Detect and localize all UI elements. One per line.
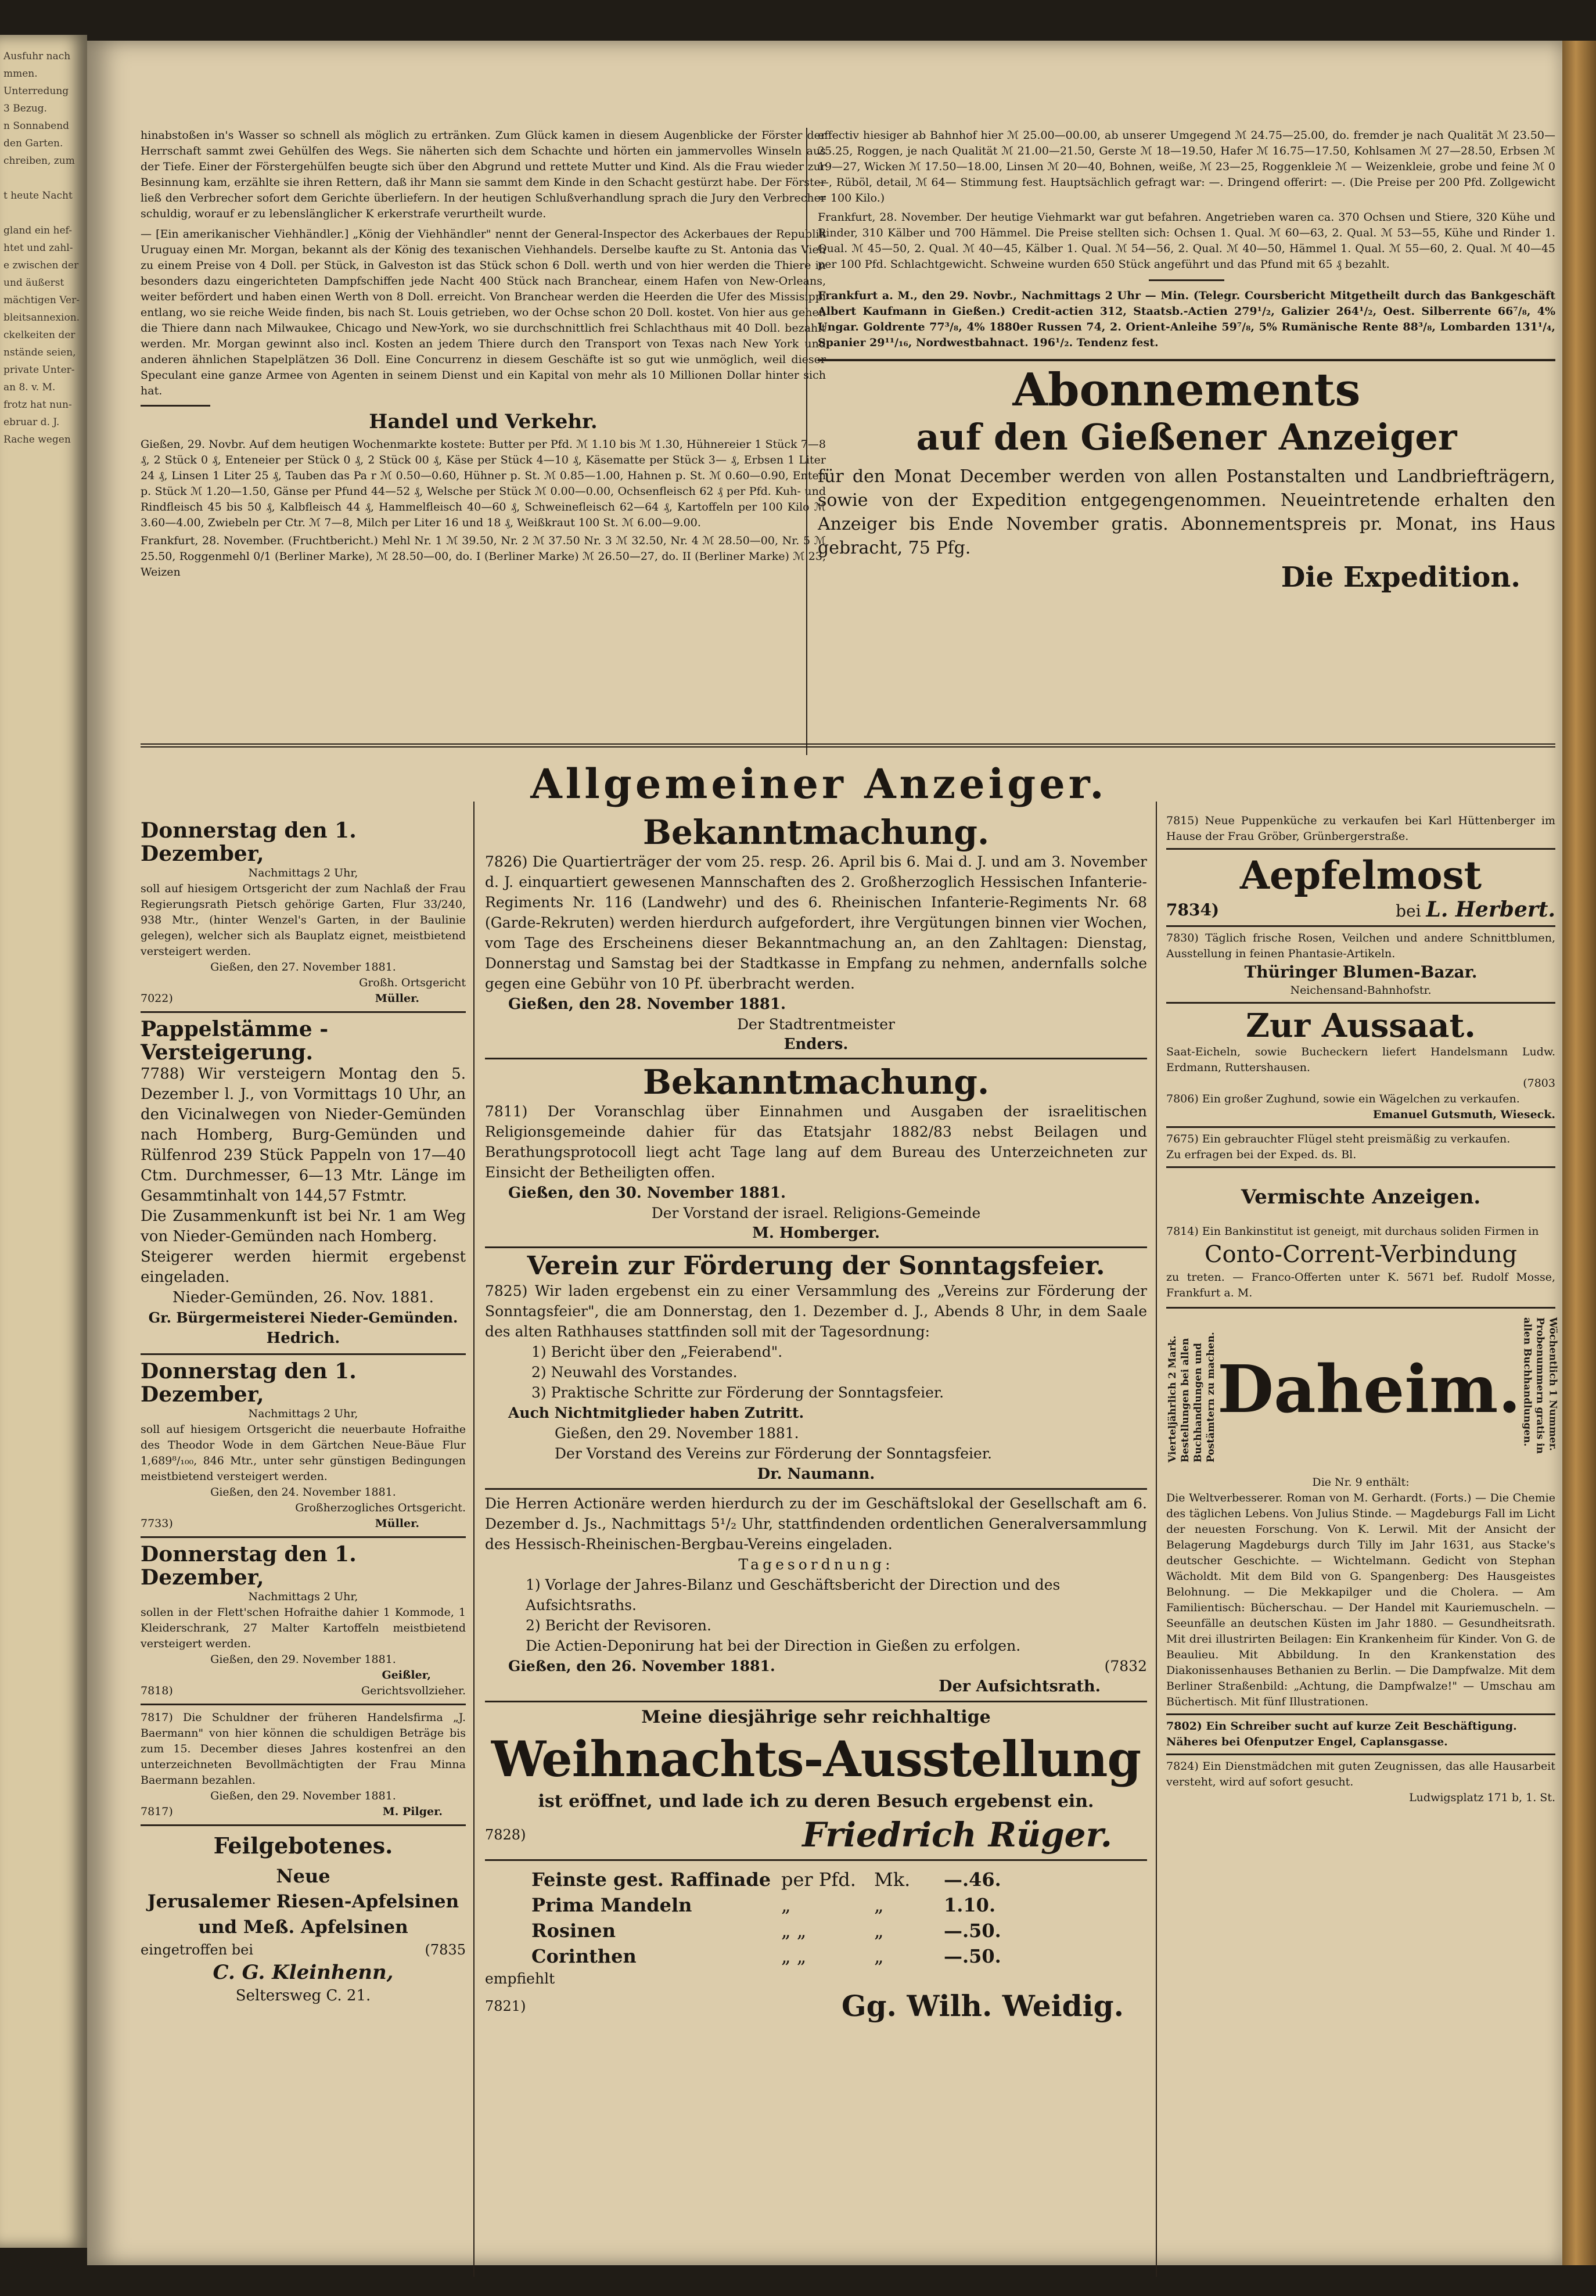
c3-ad3: 7830) Täglich frische Rosen, Veilchen und andere Schnittblumen, Ausstellung in feinen Phantasie-Artikeln.: [1166, 932, 1555, 960]
bek1-heading: Bekanntmachung.: [642, 813, 990, 852]
handel-heading: Handel und Verkehr.: [369, 410, 598, 433]
daheim-title: Daheim.: [1217, 1352, 1521, 1428]
verein-sign: Dr. Naumann.: [757, 1465, 875, 1483]
bek1-org: Der Stadtrentmeister: [737, 1016, 895, 1033]
ad4-num: 7818): [141, 1684, 173, 1697]
ad6-line1: Neue: [276, 1865, 330, 1887]
c3-aepfelmost-title: Aepfelmost: [1239, 853, 1482, 898]
market-giessen: Gießen, 29. Novbr. Auf dem heutigen Wochenmarkte kostete: Butter per Pfd. ℳ 1.10 bis ℳ 1.30, Hühnereier 1 Stück 7—8 ₰, 2 Stück 0 ₰, Enteneier per Stück 0 ₰, 2 Stück 00 ₰, Käse per Stück 4—10 ₰, Käsematte per Stück 3— ₰, Erbsen 1 Liter 24 ₰, Linsen 1 Liter 25 ₰, Tauben das Pa r ℳ 0.50—0.60, Hühner p. St. ℳ 0.85—1.00, Hahnen p. St. ℳ 0.60—0.90, Enten p. Stück ℳ 1.20—1.50, Gänse per Pfund 44—52 ₰, Welsche per Stück ℳ 0.00—0.00, Ochsenfleisch 62 ₰ per Pfd. Kuh- und Rindfleisch 45 bis 50 ₰, Kalbfleisch 44 ₰, Hammelfleisch 40—60 ₰, Schweinefleisch 62—64 ₰, Kartoffeln per 100 Kilo ℳ 3.60—4.00, Zwiebeln per Ctr. ℳ 7—8, Milch per Liter 16 und 18 ₰, Weißkraut 100 St. ℳ 6.00—9.00.: [141, 438, 826, 529]
ad4-sign: Geißler,: [382, 1669, 431, 1681]
price-row-4: [531, 1943, 1147, 1969]
price-item-2: Prima Mandeln: [531, 1894, 692, 1916]
ad6-line4: eingetroffen bei: [141, 1942, 254, 1958]
ad1-text: soll auf hiesigem Ortsgericht der zum Nachlaß der Frau Regierungsrath Pietsch gehörige Garten, Flur 33/240, 938 Mtr., (hinter Wenzel's Garten, in der Baulinie gelegen), welcher sich als Bauplatz eignet, meistbietend versteigert werden.: [141, 882, 466, 958]
ad2-text3: Steigerer werden hiermit ergebenst eingeladen.: [141, 1248, 466, 1286]
gv-agenda: [526, 1575, 1147, 1656]
c3-aussaat-num: (7803: [1523, 1077, 1555, 1090]
market-frankfurt: Frankfurt, 28. November. (Fruchtbericht.) Mehl Nr. 1 ℳ 39.50, Nr. 2 ℳ 37.50 Nr. 3 ℳ 32.50, Nr. 4 ℳ 28.50—00, Nr. 5 ℳ 25.50, Roggenmehl 0/1 (Berliner Marke), ℳ 28.50—00, do. I (Berliner Marke) ℳ 26.50—27, do. II (Berliner Marke) ℳ 23, Weizen: [141, 534, 826, 579]
grain-prices: effectiv hiesiger ab Bahnhof hier ℳ 25.00—00.00, ab unserer Umgegend ℳ 24.75—25.00, do. fremder je nach Qualität ℳ 23.50—25.25, Roggen, je nach Qualität ℳ 21.00—21.50, Gerste ℳ 18—19.50, Hafer ℳ 16.75—17.50, Kohlsamen ℳ 27—28.50, Erbsen ℳ 19—27, Wicken ℳ 17.50—18.00, Linsen ℳ 20—40, Bohnen, weiße, ℳ 23—25, Roggenkleie ℳ — Weizenkleie, grobe und feine ℳ 0—, Rüböl, detail, ℳ 64— Stimmung fest. Hauptsächlich gefragt war: —. Dringend offerirt: —. (Die Preise per 200 Pfd. Zollgewicht = 100 Kilo.): [818, 129, 1555, 204]
c3-conto-title: Conto-Corrent-Verbindung: [1204, 1241, 1518, 1268]
gv-text: Die Herren Actionäre werden hierdurch zu der im Geschäftslokal der Gesellschaft am 6. Dezember d. Js., Nachmittags 5¹/₂ Uhr, stattfindenden ordentlichen Generalversammlung des Hessisch-Rheinischen-Bergbau-Vereins eingeladen.: [485, 1495, 1147, 1553]
bek2-date: Gießen, den 30. November 1881.: [508, 1184, 786, 1202]
verein-date: Gießen, den 29. November 1881.: [555, 1425, 799, 1442]
ad3-date: Gießen, den 24. November 1881.: [210, 1486, 396, 1499]
verein-text: 7825) Wir laden ergebenst ein zu einer Versammlung des „Vereins zur Förderung der Sonntagsfeier", die am Donnerstag, den 1. Dezember d. J., Abends 8 Uhr, in dem Saale des alten Rathhauses stattfinden soll mit der Tagesordnung:: [485, 1282, 1147, 1340]
price-val-2: 1.10.: [944, 1894, 996, 1916]
rule-c1-1: [141, 1011, 466, 1013]
ad2-date: Nieder-Gemünden, 26. Nov. 1881.: [172, 1289, 434, 1306]
c3-aepfelmost-name: L. Herbert.: [1426, 897, 1555, 922]
weihnacht-sub: ist eröffnet, und lade ich zu deren Besuch ergebenst ein.: [538, 1791, 1094, 1812]
price-cur-3: „: [874, 1920, 884, 1942]
price-cur-2: „: [874, 1894, 884, 1916]
short-rule-2: [1149, 279, 1224, 281]
abo-rule: [818, 359, 1555, 361]
gv-num: (7832: [1104, 1658, 1147, 1675]
daheim-left-vertical: Vierteljährlich 2 Mark. Bestellungen bei allen Buchhandlungen und Postämtern zu machen.: [1167, 1332, 1217, 1463]
book-spine-edge: [1562, 41, 1596, 2265]
ad5-text: 7817) Die Schuldner der früheren Handelsfirma „J. Baermann" von hier können die schuldigen Beträge bis zum 15. December dieses Jahres kostenfrei an den unterzeichneten Bevollmächtigten der Frau Minna Baermann bezahlen.: [141, 1711, 466, 1787]
bek1-date: Gießen, den 28. November 1881.: [508, 996, 786, 1013]
top-left-column: [141, 128, 826, 580]
rule-c2-4: [485, 1701, 1147, 1702]
price-unit-1: per Pfd.: [781, 1869, 856, 1891]
abo-text: für den Monat December werden von allen Postanstalten und Landbriefträgern, sowie von der Expedition entgegengenommen. Neueintretende erhalten den Anzeiger bis Ende November gratis. Abonnementspreis pr. Monat, ins Haus gebracht, 75 Pfg.: [818, 466, 1555, 558]
ad4-text: sollen in der Flett'schen Hofraithe dahier 1 Kommode, 1 Kleiderschrank, 27 Malter Kartoffeln meistbietend versteigert werden.: [141, 1606, 466, 1650]
ad1-heading: Donnerstag den 1. Dezember,: [141, 818, 357, 866]
ad3-sign: Müller.: [375, 1517, 419, 1530]
price-unit-3: „ „: [781, 1920, 807, 1942]
verein-agenda: [531, 1342, 1147, 1403]
rule-c3-3: [1166, 1002, 1555, 1004]
ad2-sign: Hedrich.: [266, 1330, 340, 1347]
gv-item-2: 2) Bericht der Revisoren.: [526, 1617, 711, 1634]
price-cur-4: „: [874, 1945, 884, 1967]
price-val-3: —.50.: [944, 1920, 1001, 1942]
bek1-sign: Enders.: [783, 1036, 849, 1053]
ad3-org: Großherzogliches Ortsgericht.: [295, 1501, 466, 1514]
c3-aepfelmost-num: 7834): [1166, 900, 1220, 919]
c3-ad8-note: Näheres bei Ofenputzer Engel, Caplansgasse.: [1166, 1736, 1448, 1748]
ad3-num: 7733): [141, 1517, 173, 1530]
price-item-1: Feinste gest. Raffinade: [531, 1869, 771, 1891]
abo-subtitle: auf den Gießener Anzeiger: [916, 416, 1457, 458]
c3-ad7-tail: zu treten. — Franco-Offerten unter K. 5671 bef. Rudolf Mosse, Frankfurt a. M.: [1166, 1271, 1555, 1299]
ad2-text: 7788) Wir versteigern Montag den 5. Dezember l. J., von Vormittags 10 Uhr, an den Vicinalwegen von Nieder-Gemünden nach Homberg, Burg-Gemünden und Rülfenrod 239 Stück Pappeln von 17—40 Ctm. Durchmesser, 6—13 Mtr. Länge im Gesammtinhalt von 144,57 Fstmtr.: [141, 1065, 466, 1205]
verein-org: Der Vorstand des Vereins zur Förderung der Sonntagsfeier.: [555, 1445, 992, 1462]
ad3-sub: Nachmittags 2 Uhr,: [248, 1407, 358, 1420]
c3-ad9: 7824) Ein Dienstmädchen mit guten Zeugnissen, das alle Hausarbeit versteht, wird auf sofort gesucht.: [1166, 1760, 1555, 1788]
rule-c1-4: [141, 1704, 466, 1705]
price-unit-4: „ „: [781, 1945, 807, 1967]
ad1-sub: Nachmittags 2 Uhr,: [248, 867, 358, 879]
ad6-num: (7835: [425, 1942, 466, 1958]
ad1-date: Gießen, den 27. November 1881.: [210, 961, 396, 973]
rule-c3-2: [1166, 925, 1555, 927]
price-item-3: Rosinen: [531, 1920, 616, 1942]
bek2-heading: Bekanntmachung.: [642, 1062, 990, 1102]
daheim-intro: Die Nr. 9 enthält:: [1312, 1476, 1410, 1489]
weihnacht-name: Friedrich Rüger.: [802, 1815, 1112, 1855]
price-item-4: Corinthen: [531, 1945, 637, 1967]
newspaper-page: [87, 41, 1562, 2265]
rule-c2-1: [485, 1058, 1147, 1059]
classifieds-column-1: [141, 819, 466, 2006]
c3-ad3-shop: Thüringer Blumen-Bazar.: [1244, 962, 1478, 982]
top-right-column: [818, 128, 1555, 595]
bek2-text: 7811) Der Voranschlag über Einnahmen und Ausgaben der israelitischen Religionsgemeinde dahier für das Etatsjahr 1882/83 nebst Beilagen und Berathungsprotocoll liegt acht Tage lang auf dem Bureau des Unterzeichneten zur Einsicht der Betheiligten offen.: [485, 1103, 1147, 1181]
rule-c2-2: [485, 1246, 1147, 1248]
verein-item-1: 1) Bericht über den „Feierabend".: [531, 1343, 783, 1360]
news-text-1: hinabstoßen in's Wasser so schnell als möglich zu ertränken. Zum Glück kamen in diesem Augenblicke der Förster der Herrschaft sammt zwei Gehülfen des Wegs. Sie näherten sich dem Schachte und hörten ein jammervolles Winseln aus der Tiefe. Einer der Förstergehülfen beugte sich über den Abgrund und rettete Mutter und Kind. Als die Frau wieder zur Besinnung kam, erzählte sie ihren Rettern, daß ihr Mann sie sammt dem Kinde in den Schacht gestürzt habe. Der Förster ließ den Verbrecher sofort dem Gerichte überliefern. In der heutigen Schlußverhandlung sprach die Jury den Verbrecher schuldig, worauf er zu lebenslänglicher K erkerstrafe verurtheilt wurde.: [141, 129, 826, 220]
rule-c3-1: [1166, 848, 1555, 850]
ad6-name: C. G. Kleinhenn,: [213, 1961, 394, 1984]
ad6-line3: und Meß. Apfelsinen: [198, 1917, 408, 1938]
c3-ad5: 7806) Ein großer Zughund, sowie ein Wägelchen zu verkaufen.: [1166, 1093, 1520, 1105]
masthead-allgemeiner-anzeiger: Allgemeiner Anzeiger.: [530, 760, 1108, 808]
ad4-date: Gießen, den 29. November 1881.: [210, 1653, 396, 1666]
rule-c1-5: [141, 1824, 466, 1826]
price-row-2: [531, 1892, 1147, 1918]
ad1-org: Großh. Ortsgericht: [359, 976, 466, 989]
c3-ad8: 7802) Ein Schreiber sucht auf kurze Zeit Beschäftigung.: [1166, 1720, 1517, 1733]
price-row-3: [531, 1918, 1147, 1943]
price-val-4: —.50.: [944, 1945, 1001, 1967]
gv-tagesordnung: Tagesordnung:: [738, 1556, 894, 1573]
c3-aussaat-title: Zur Aussaat.: [1246, 1007, 1476, 1045]
price-tail: empfiehlt: [485, 1970, 555, 1987]
gv-item-3: Die Actien-Deponirung hat bei der Direction in Gießen zu erfolgen.: [526, 1637, 1021, 1654]
c3-ad7: 7814) Ein Bankinstitut ist geneigt, mit durchaus soliden Firmen in: [1166, 1225, 1539, 1238]
ad3-heading: Donnerstag den 1. Dezember,: [141, 1359, 357, 1407]
news-text-2: — [Ein amerikanischer Viehhändler.] „König der Viehhändler" nennt der General-Inspector des Ackerbaues der Republik Uruguay einen Mr. Morgan, bekannt als der König des texanischen Viehhandels. Derselbe kaufte zu St. Antonia das Vieh zu einem Preise von 4 Doll. per Stück, in Galveston ist das Stück schon 6 Doll. werth und von hier werden die Thiere in besonders dazu eingerichteten Dampfschiffen jede Nacht 400 Stück nach Branchear, einem Hafen von New-Orleans, weiter befördert und haben einen Werth von 8 Doll. erreicht. Von Branchear werden die Heerden die Ufer des Missisippi entlang, wo sie reiche Weide finden, bis nach St. Louis getrieben, wo der Ochse schon 20 Doll. kostet. Von hier aus gehen die Thiere dann nach Milwaukee, Chicago und New-York, wo sie durchschnittlich frei Schlachthaus mit 40 Doll. bezahlt werden. Mr. Morgan gewinnt also incl. Kosten an jedem Thiere durch den Transport von Texas nach New York und anderen ähnlichen Stapelplätzen 36 Doll. Eine Concurrenz in diesem Geschäfte ist so gut wie unmöglich, weil dieser Speculant eine ganze Armee von Agenten in seinem Dienst und ein Kapital von mehr als 10 Millionen Dollar hinter sich hat.: [141, 228, 826, 397]
rule-c3-4: [1166, 1126, 1555, 1128]
previous-page-text: Ausfuhr nach mmen. Unterredung 3 Bezug. n Sonnabend den Garten. chreiben, zum t heute Nacht gland ein hef- htet und zahl- e zwischen der und äußerst mächtigen Ver- bleitsannexion. ckelkeiten der nstände seien, private Unter- an 8. v. M. frotz hat nun- ebruar d. J. Rache wegen: [3, 51, 80, 445]
top-column-divider: [806, 128, 807, 755]
c3-ad9-addr: Ludwigsplatz 171 b, 1. St.: [1409, 1791, 1555, 1804]
bek1-text: 7826) Die Quartierträger der vom 25. resp. 26. April bis 6. Mai d. J. und am 3. November d. J. einquartiert gewesenen Mannschaften des 2. Großherzoglich Hessischen Infanterie-Regiments Nr. 116 (Landwehr) und des 6. Rheinischen Infanterie-Regiments Nr. 68 (Garde-Rekruten) werden hierdurch aufgefordert, ihre Vergütungen binnen vier Wochen, vom Tage des Erscheinens dieser Bekanntmachung an, an den Zahltagen: Dienstag, Donnerstag und Samstag bei der Stadtkasse in Empfang zu nehmen, andernfalls solche gegen eine Gebühr von 10 Pf. überbracht werden.: [485, 853, 1147, 992]
ad4-org: Gerichtsvollzieher.: [361, 1684, 466, 1697]
abo-title: Abonnements: [1012, 364, 1361, 416]
weihnacht-intro: Meine diesjährige sehr reichhaltige: [641, 1707, 991, 1727]
daheim-right-vertical: Wöchentlich 1 Nummer. Probenummern gratis in allen Buchhandlungen.: [1521, 1317, 1559, 1454]
ad6-address: Seltersweg C. 21.: [235, 1987, 371, 2004]
c3-ad6: 7675) Ein gebrauchter Flügel steht preismäßig zu verkaufen.: [1166, 1133, 1511, 1145]
ad6-heading: Feilgebotenes.: [213, 1833, 393, 1859]
c3-ad1: 7815) Neue Puppenküche zu verkaufen bei Karl Hüttenberger im Hause der Frau Gröber, Grünbergerstraße.: [1166, 814, 1555, 843]
ad1-num: 7022): [141, 992, 173, 1005]
ad4-heading: Donnerstag den 1. Dezember,: [141, 1542, 357, 1590]
gv-sign: Der Aufsichtsrath.: [939, 1677, 1101, 1695]
ad2-heading: Pappelstämme - Versteigerung.: [141, 1017, 329, 1065]
ad5-date: Gießen, den 29. November 1881.: [210, 1790, 396, 1802]
ad2-text2: Die Zusammenkunft ist bei Nr. 1 am Weg von Nieder-Gemünden nach Homberg.: [141, 1208, 466, 1245]
c3-ad5-sign: Emanuel Gutsmuth, Wieseck.: [1372, 1108, 1555, 1121]
short-rule: [141, 405, 210, 407]
ad6-line2: Jerusalemer Riesen-Apfelsinen: [147, 1891, 459, 1912]
bek2-org: Der Vorstand der israel. Religions-Gemeinde: [651, 1205, 981, 1221]
c3-aepfelmost-by: bei: [1396, 901, 1421, 921]
price-num: 7821): [485, 1998, 526, 2014]
c3-ad6-note: Zu erfragen bei der Exped. ds. Bl.: [1166, 1148, 1357, 1161]
ad5-sign: M. Pilger.: [382, 1805, 443, 1818]
daheim-banner: [1166, 1314, 1559, 1465]
rule-c3-8: [1166, 1754, 1555, 1755]
rule-c3-7: [1166, 1713, 1555, 1715]
price-sign: Gg. Wilh. Weidig.: [841, 1989, 1124, 2023]
verein-item-2: 2) Neuwahl des Vorstandes.: [531, 1364, 738, 1381]
rule-c2-5: [485, 1859, 1147, 1861]
price-cur-1: Mk.: [874, 1869, 911, 1891]
price-val-1: —.46.: [944, 1869, 1001, 1891]
daheim-contents: Die Weltverbesserer. Roman von M. Gerhardt. (Forts.) — Die Chemie des täglichen Lebens. Von Julius Stinde. — Magdeburgs Fall im Licht der neuesten Forschung. Von K. Lerwil. Mit der Ansicht der Belagerung Magdeburgs durch Tilly im Jahr 1631, aus Stacke's deutscher Geschichte. — Wichtelmann. Gedicht von Stephan Wächoldt. Mit dem Bild von G. Spangenberg: Des Hausgeistes Belohnung. — Die Mekkapilger und die Cholera. — Am Familientisch: Bücherschau. — Der Handel mit Kauriemuscheln. — Seeunfälle an deutschen Küsten im Jahr 1880. — Gesundheitsrath. Mit drei illustrirten Beilagen: Ein Krankenheim für Kinder. Von G. de Beaulieu. Mit Abbildung. In den Krankenstation des Diakonissenhauses Bethanien zu Berlin. — Die Dampfwalze. Mit dem Berliner Straßenbild: „Achtung, die Dampfwalze!" — Umschau am Büchertisch. Mit fünf Illustrationen.: [1166, 1492, 1555, 1708]
weihnacht-title: Weihnachts-Ausstellung: [491, 1730, 1141, 1788]
previous-page-edge: [0, 35, 87, 2248]
ad3-text: soll auf hiesigem Ortsgericht die neuerbaute Hofraithe des Theodor Wode in dem Gärtchen Neue-Bäue Flur 1,689⁸/₁₀₀, 846 Mtr., unter sehr günstigen Bedingungen meistbietend versteigert werden.: [141, 1423, 466, 1483]
ad1-sign: Müller.: [375, 992, 419, 1005]
abo-signature: Die Expedition.: [1281, 561, 1520, 594]
ad5-num: 7817): [141, 1805, 173, 1818]
lower-divider-2: [1156, 802, 1157, 2277]
price-unit-2: „: [781, 1894, 791, 1916]
price-list: [531, 1867, 1147, 1969]
c3-aussaat-text: Saat-Eicheln, sowie Bucheckern liefert Handelsmann Ludw. Erdmann, Ruttershausen.: [1166, 1045, 1555, 1074]
ad2-org: Gr. Bürgermeisterei Nieder-Gemünden.: [148, 1309, 458, 1326]
rule-c1-2: [141, 1353, 466, 1355]
rule-c2-3: [485, 1488, 1147, 1490]
gv-date: Gießen, den 26. November 1881.: [508, 1658, 775, 1675]
ad4-sub: Nachmittags 2 Uhr,: [248, 1590, 358, 1603]
c3-vermischte-heading: Vermischte Anzeigen.: [1241, 1185, 1481, 1209]
classifieds-column-2: [485, 813, 1147, 2024]
weihnacht-num: 7828): [485, 1827, 526, 1843]
rule-c3-5: [1166, 1166, 1555, 1168]
top-section-rule: [141, 743, 1555, 748]
price-row-1: [531, 1867, 1147, 1892]
verein-note: Auch Nichtmitglieder haben Zutritt.: [508, 1404, 804, 1421]
verein-item-3: 3) Praktische Schritte zur Förderung der Sonntagsfeier.: [531, 1384, 944, 1401]
gv-item-1: 1) Vorlage der Jahres-Bilanz und Geschäftsbericht der Direction und des Aufsichtsraths.: [526, 1576, 1061, 1614]
stock-report: Frankfurt a. M., den 29. Novbr., Nachmittags 2 Uhr — Min. (Telegr. Coursbericht Mitgetheilt durch das Bankgeschäft Albert Kaufmann in Gießen.) Credit-actien 312, Staatsb.-Actien 279¹/₂, Galizier 264¹/₂, Oest. Silberrente 66⁷/₈, 4% Ungar. Goldrente 77³/₈, 4% 1880er Russen 74, 2. Orient-Anleihe 59⁷/₈, 5% Rumänische Rente 88³/₈, Lombarden 131¹/₄, Spanier 29¹¹/₁₆, Nordwestbahnact. 196¹/₂. Tendenz fest.: [818, 289, 1555, 349]
rule-c1-3: [141, 1536, 466, 1538]
rule-c3-6: [1166, 1307, 1555, 1309]
c3-ad3-addr: Neichensand-Bahnhofstr.: [1290, 984, 1432, 997]
classifieds-column-3: [1166, 813, 1559, 1806]
verein-heading: Verein zur Förderung der Sonntagsfeier.: [527, 1251, 1105, 1281]
cattle-market: Frankfurt, 28. November. Der heutige Viehmarkt war gut befahren. Angetrieben waren ca. 370 Ochsen und Stiere, 320 Kühe und Rinder, 310 Kälber und 700 Hämmel. Die Preise stellten sich: Ochsen 1. Qual. ℳ 60—63, 2. Qual. ℳ 53—55, Kühe und Rinder 1. Qual. ℳ 45—50, 2. Qual. ℳ 40—45, Kälber 1. Qual. ℳ 54—56, 2. Qual. ℳ 40—50, Hämmel 1. Qual. ℳ 55—60, 2. Qual. ℳ 40—45 per 100 Pfd. Schlachtgewicht. Schweine wurden 650 Stück angeführt und das Pfund mit 65 ₰ bezahlt.: [818, 211, 1555, 271]
bek2-sign: M. Homberger.: [752, 1224, 880, 1242]
lower-divider-1: [473, 802, 475, 2277]
